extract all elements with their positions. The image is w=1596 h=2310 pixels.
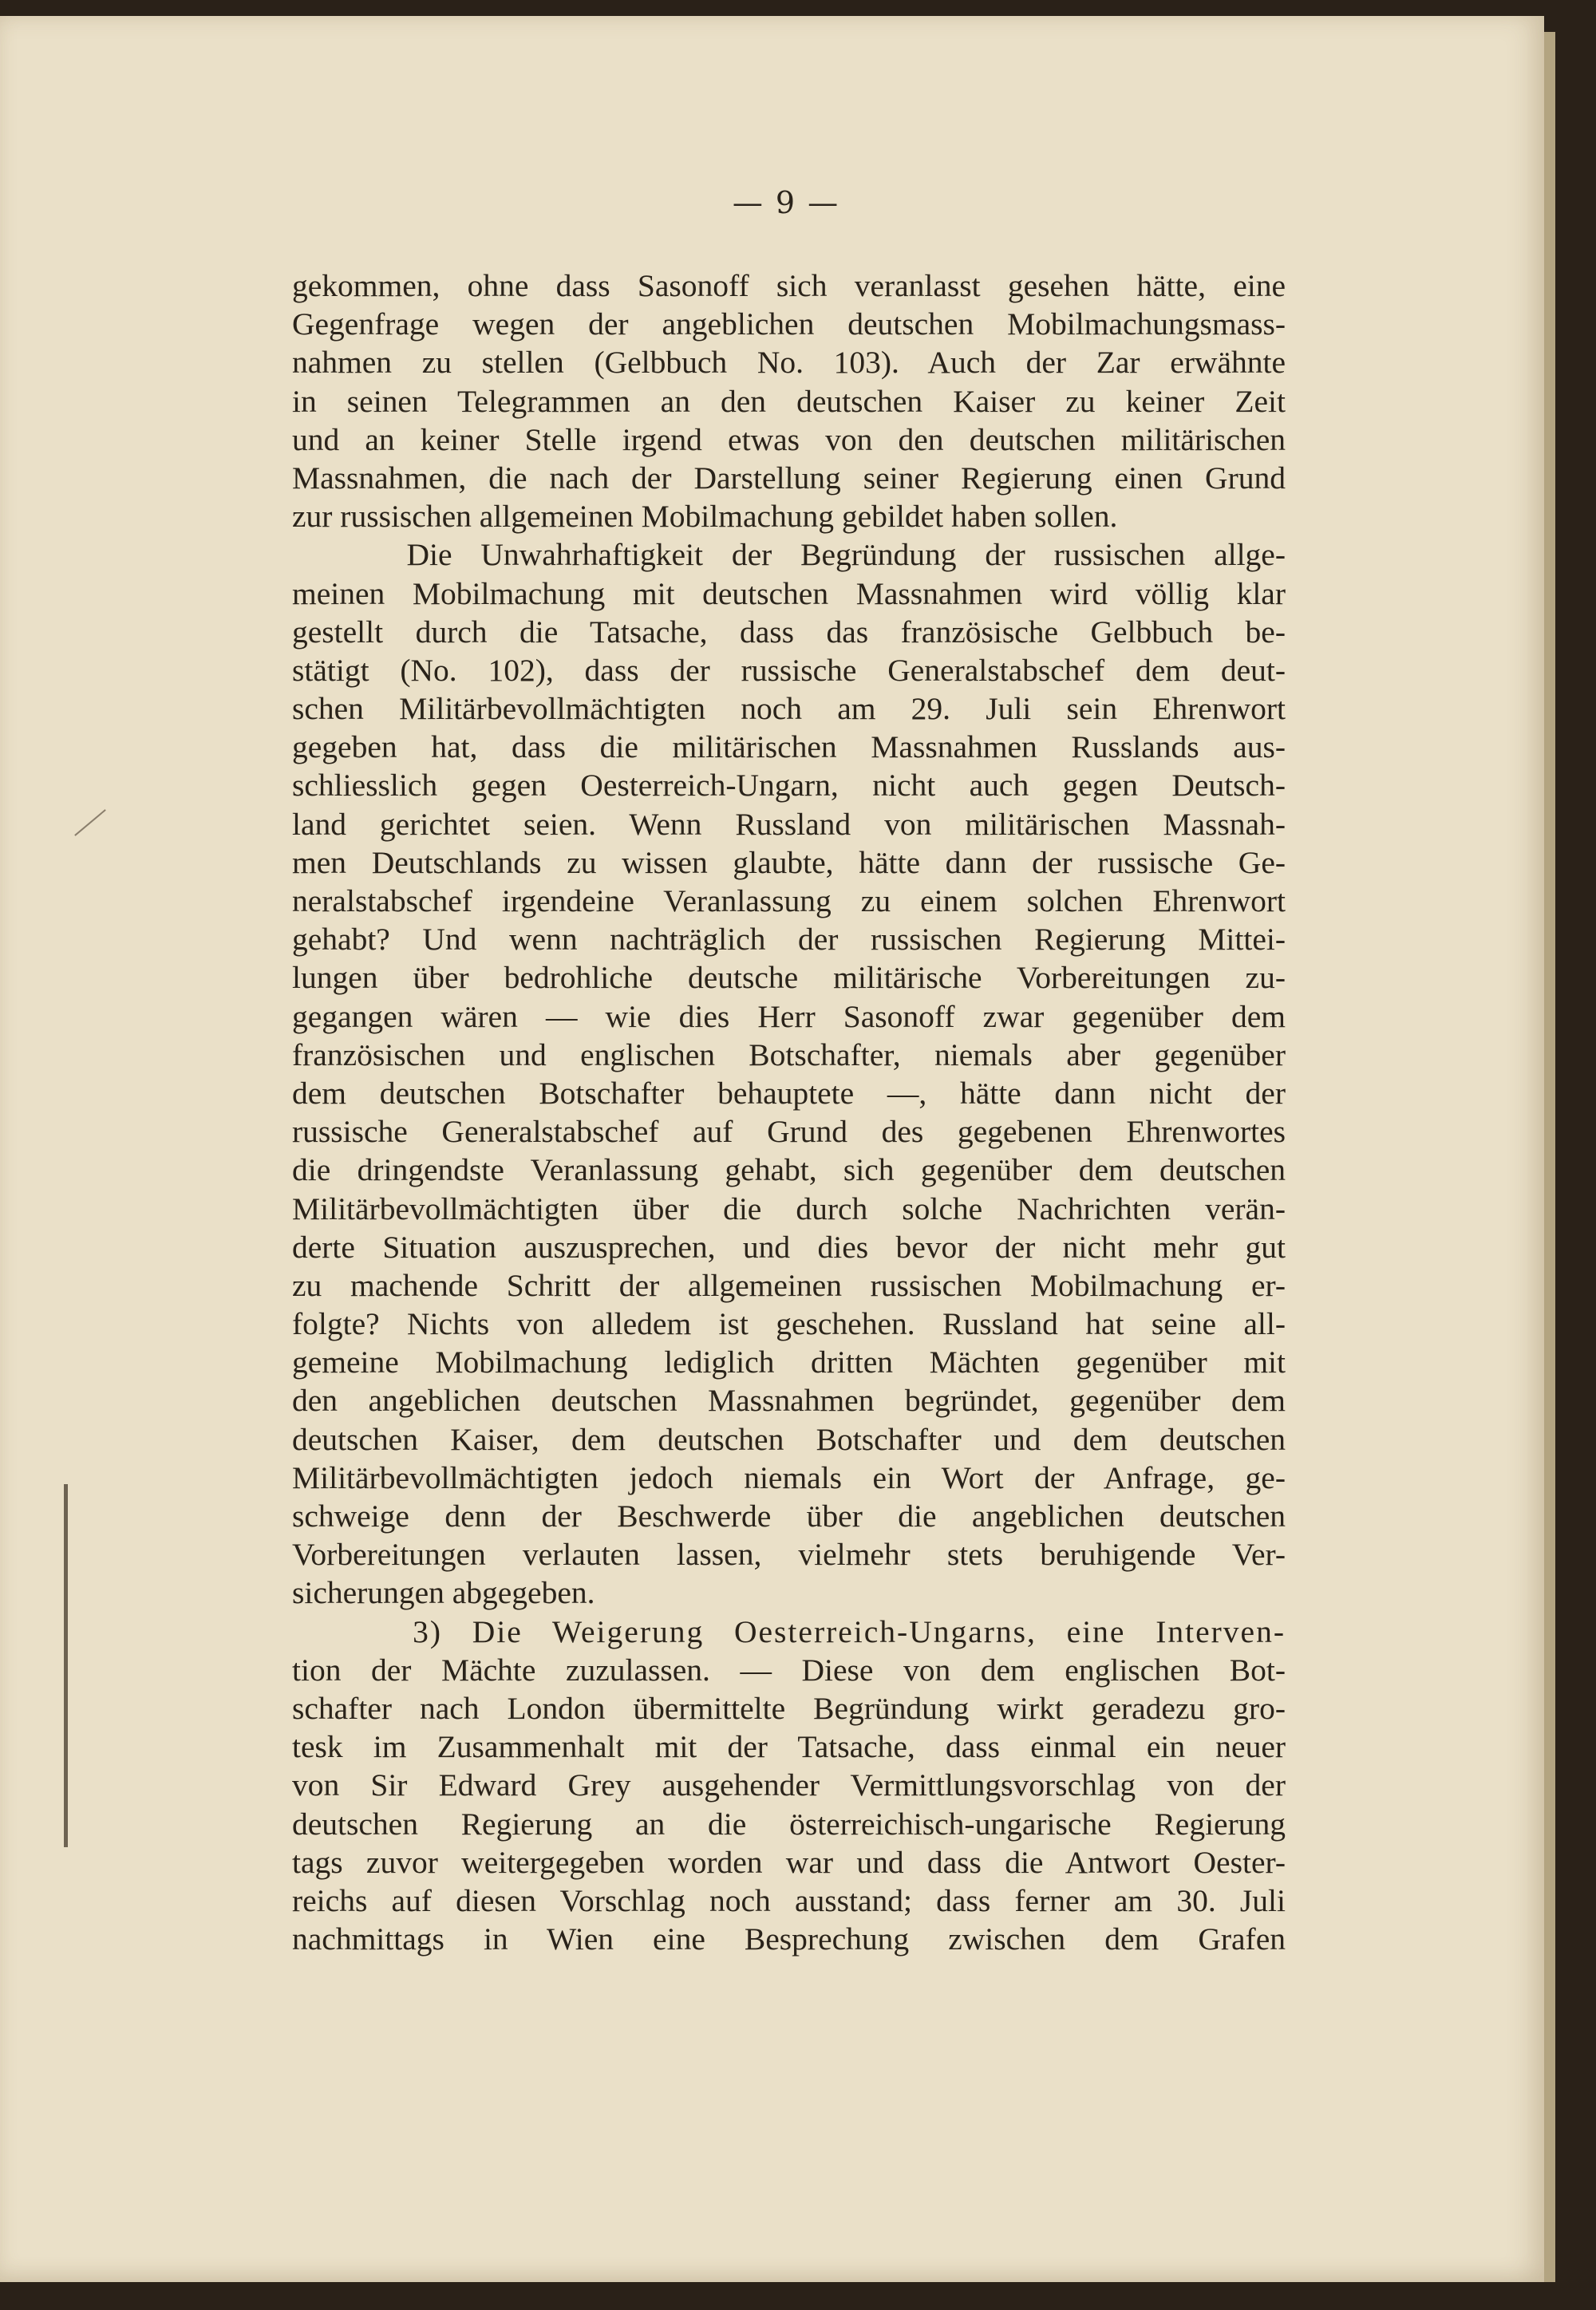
text-line: gemeine Mobilmachung lediglich dritten Mächten gegenüber mit — [292, 1345, 1286, 1380]
page-edge — [1544, 32, 1555, 2282]
text-line: Militärbevollmächtigten über die durch solche Nachrichten verän- — [292, 1191, 1286, 1226]
text-line: gehabt? Und wenn nachträglich der russischen Regierung Mittei- — [292, 922, 1286, 958]
text-line: gestellt durch die Tatsache, dass das französische Gelbbuch be- — [292, 614, 1286, 650]
text-line: folgte? Nichts von alledem ist geschehen. Russland hat seine all- — [292, 1306, 1286, 1342]
text-line: tesk im Zusammenhalt mit der Tatsache, dass einmal ein neuer — [292, 1729, 1286, 1765]
text-line: von Sir Edward Grey ausgehender Vermittlungsvorschlag von der — [292, 1767, 1286, 1803]
text-line: gekommen, ohne dass Sasonoff sich veranlasst gesehen hätte, eine — [292, 268, 1286, 303]
text-line: gegangen wären — wie dies Herr Sasonoff zwar gegenüber dem — [292, 998, 1286, 1034]
text-line: zu machende Schritt der allgemeinen russischen Mobilmachung er- — [292, 1267, 1286, 1303]
text-line: in seinen Telegrammen an den deutschen Kaiser zu keiner Zeit — [292, 383, 1286, 419]
text-line: tags zuvor weitergegeben worden war und dass die Antwort Oester- — [292, 1844, 1286, 1880]
text-line: neralstabschef irgendeine Veranlassung zu einem solchen Ehrenwort — [292, 883, 1286, 918]
text-line: Vorbereitungen verlauten lassen, vielmehr stets beruhigende Ver- — [292, 1537, 1286, 1573]
text-line: meinen Mobilmachung mit deutschen Massnahmen wird völlig klar — [292, 575, 1286, 611]
text-line: men Deutschlands zu wissen glaubte, hätte dann der russische Ge- — [292, 844, 1286, 880]
text-line: schliesslich gegen Oesterreich-Ungarn, nicht auch gegen Deutsch- — [292, 768, 1286, 804]
text-line: dem deutschen Botschafter behauptete —, hätte dann nicht der — [292, 1075, 1286, 1111]
text-line: land gerichtet seien. Wenn Russland von militärischen Massnah- — [292, 806, 1286, 842]
text-line: gegeben hat, dass die militärischen Massnahmen Russlands aus- — [292, 729, 1286, 765]
text-line: lungen über bedrohliche deutsche militärische Vorbereitungen zu- — [292, 960, 1286, 996]
text-line: schafter nach London übermittelte Begründung wirkt geradezu gro- — [292, 1690, 1286, 1726]
text-line: russische Generalstabschef auf Grund des gegebenen Ehrenwortes — [292, 1114, 1286, 1150]
text-line: nahmen zu stellen (Gelbbuch No. 103). Auch der Zar erwähnte — [292, 345, 1286, 381]
text-line: deutschen Kaiser, dem deutschen Botschafter und dem deutschen — [292, 1421, 1286, 1457]
text-line: Massnahmen, die nach der Darstellung seiner Regierung einen Grund — [292, 460, 1286, 496]
text-line: Gegenfrage wegen der angeblichen deutschen Mobilmachungsmass- — [292, 306, 1286, 342]
body-text — [292, 267, 1286, 1958]
margin-bracket-mark — [64, 1484, 73, 1847]
text-line: schweige denn der Beschwerde über die angeblichen deutschen — [292, 1499, 1286, 1534]
text-line: deutschen Regierung an die österreichisch-ungarische Regierung — [292, 1806, 1286, 1842]
text-line: Militärbevollmächtigten jedoch niemals ein Wort der Anfrage, ge- — [292, 1459, 1286, 1495]
text-line: 3) Die Weigerung Oesterreich-Ungarns, eine Interven- — [292, 1613, 1286, 1649]
text-line: französischen und englischen Botschafter, niemals aber gegenüber — [292, 1037, 1286, 1072]
text-line: die dringendste Veranlassung gehabt, sich gegenüber dem deutschen — [292, 1152, 1286, 1188]
text-line: und an keiner Stelle irgend etwas von den deutschen militärischen — [292, 421, 1286, 457]
page-number: — 9 — — [732, 185, 840, 220]
text-line: derte Situation auszusprechen, und dies bevor der nicht mehr gut — [292, 1229, 1286, 1265]
text-line: tion der Mächte zuzulassen. — Diese von dem englischen Bot- — [292, 1652, 1286, 1688]
text-line: reichs auf diesen Vorschlag noch ausstand; dass ferner am 30. Juli — [292, 1882, 1286, 1918]
text-line: zur russischen allgemeinen Mobilmachung gebildet haben sollen. — [292, 499, 1118, 535]
text-line: den angeblichen deutschen Massnahmen begründet, gegenüber dem — [292, 1383, 1286, 1419]
text-line: stätigt (No. 102), dass der russische Generalstabschef dem deut- — [292, 652, 1286, 688]
text-line: nachmittags in Wien eine Besprechung zwischen dem Grafen — [292, 1921, 1286, 1957]
text-line: schen Militärbevollmächtigten noch am 29. Juli sein Ehrenwort — [292, 691, 1286, 727]
text-line: Die Unwahrhaftigkeit der Begründung der russischen allge- — [292, 537, 1286, 573]
text-line: sicherungen abgegeben. — [292, 1575, 595, 1611]
